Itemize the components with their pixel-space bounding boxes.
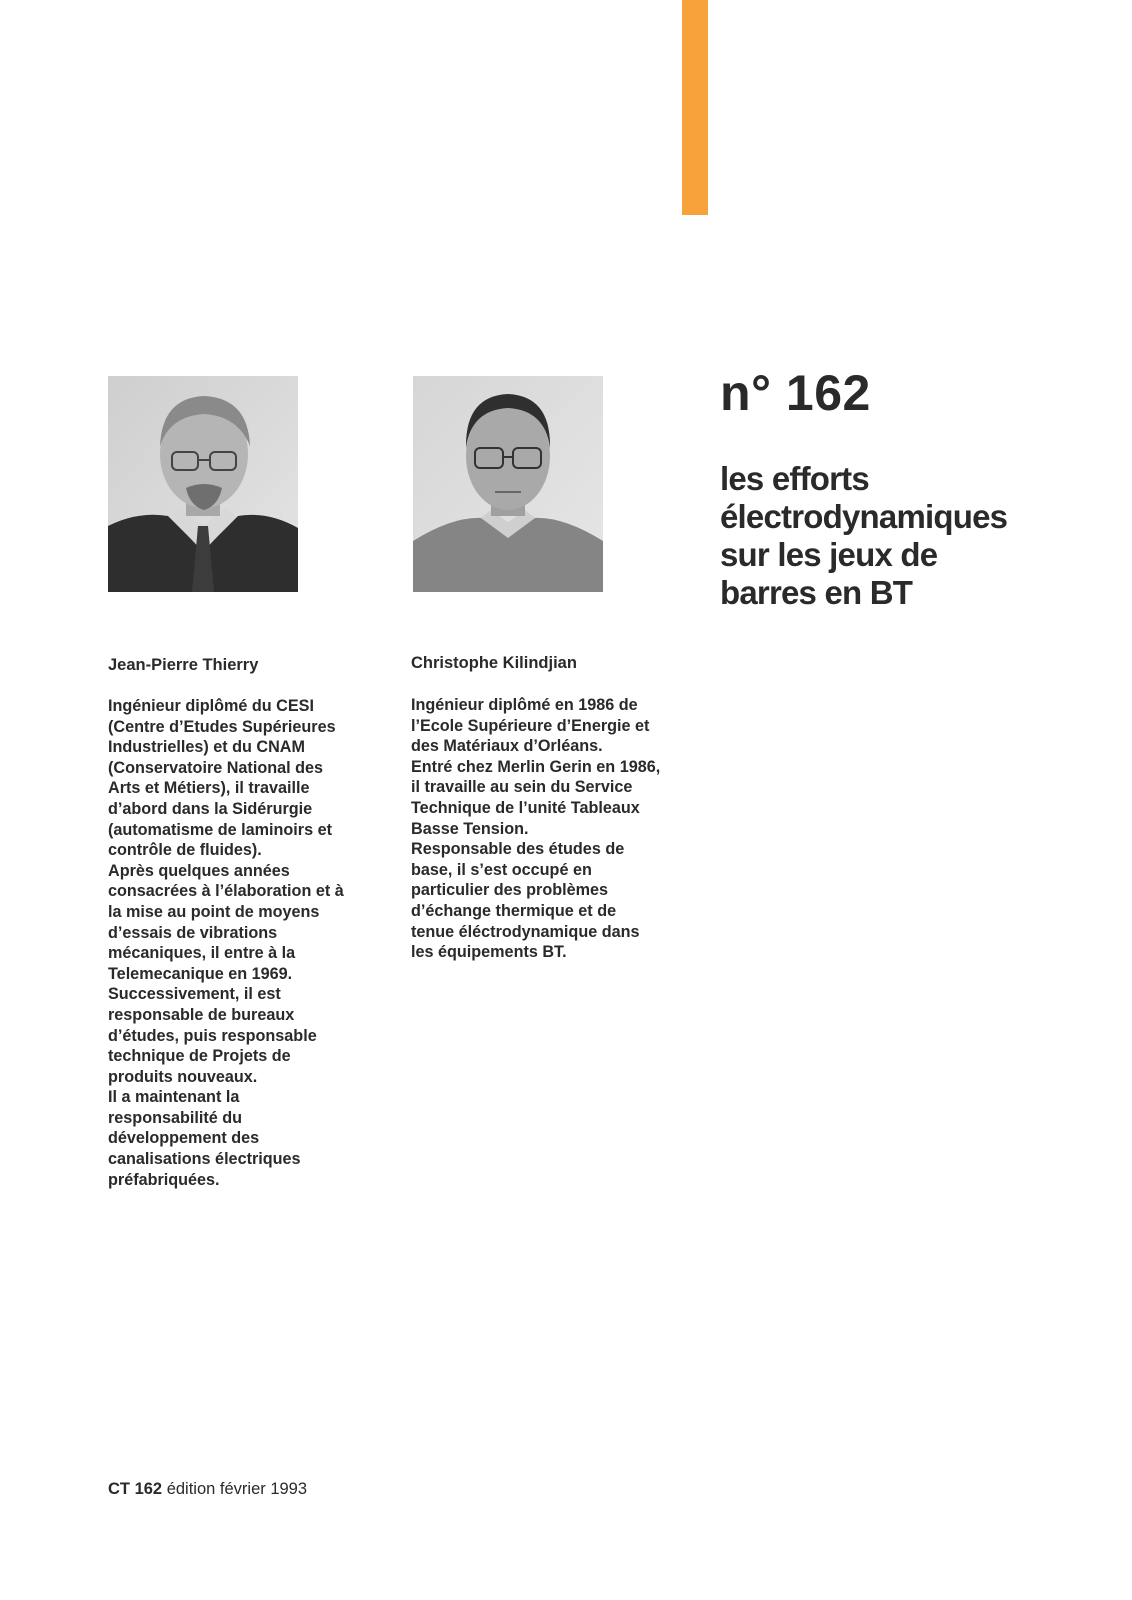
author-bio-1 [108, 696, 378, 1190]
bio-line: préfabriquées. [108, 1170, 220, 1189]
bio-line: d’études, puis responsable [108, 1026, 317, 1045]
bio-line: Ingénieur diplômé du CESI [108, 697, 314, 715]
author-name-2: Christophe Kilindjian [411, 654, 577, 672]
bio-line: responsable de bureaux [108, 1005, 295, 1024]
bio-line: tenue éléctrodynamique dans [411, 922, 640, 941]
footer-code: CT 162 [108, 1480, 163, 1498]
author-photo-kilindjian [413, 376, 603, 592]
author-bio-2 [411, 695, 691, 963]
bio-line: les équipements BT. [411, 943, 567, 962]
bio-line: (Conservatoire National des [108, 758, 323, 777]
bio-line: des Matériaux d’Orléans. [411, 737, 603, 756]
bio-line: il travaille au sein du Service [411, 778, 633, 797]
bio-line: Il a maintenant la [108, 1088, 240, 1107]
bio-line: Ingénieur diplômé en 1986 de [411, 696, 638, 714]
bio-line: consacrées à l’élaboration et à [108, 882, 344, 901]
portrait-image [413, 376, 603, 592]
bio-line: développement des [108, 1129, 260, 1148]
bio-line: particulier des problèmes [411, 881, 609, 900]
portrait-image [108, 376, 298, 592]
bio-line: Successivement, il est [108, 985, 281, 1004]
bio-line: Responsable des études de [411, 840, 625, 859]
title-line: électrodynamiques [720, 498, 1008, 535]
author-name-1: Jean-Pierre Thierry [108, 656, 259, 674]
bio-line: Industrielles) et du CNAM [108, 738, 305, 757]
bio-line: Entré chez Merlin Gerin en 1986, [411, 757, 661, 776]
bio-line: Technique de l’unité Tableaux [411, 798, 640, 817]
bio-line: d’abord dans la Sidérurgie [108, 799, 313, 818]
bio-line: mécaniques, il entre à la [108, 944, 296, 963]
bio-line: produits nouveaux. [108, 1067, 258, 1086]
bio-line: (automatisme de laminoirs et [108, 820, 332, 839]
document-number: n° 162 [720, 365, 871, 421]
author-photo-thierry [108, 376, 298, 592]
bio-line: Arts et Métiers), il travaille [108, 779, 310, 798]
bio-line: la mise au point de moyens [108, 902, 320, 921]
edition-footer [108, 1480, 307, 1499]
bio-line: canalisations électriques [108, 1150, 301, 1169]
bio-line: base, il s’est occupé en [411, 860, 592, 879]
title-line: barres en BT [720, 574, 913, 611]
title-line: les efforts [720, 460, 869, 497]
bio-line: d’essais de vibrations [108, 923, 278, 942]
bio-line: d’échange thermique et de [411, 901, 617, 920]
accent-bar [682, 0, 708, 215]
bio-line: Après quelques années [108, 861, 290, 880]
bio-line: Basse Tension. [411, 819, 529, 838]
bio-line: Telemecanique en 1969. [108, 964, 293, 983]
bio-line: contrôle de fluides). [108, 841, 262, 860]
title-line: sur les jeux de [720, 536, 938, 573]
document-title [720, 460, 1120, 612]
bio-line: responsabilité du [108, 1108, 243, 1127]
bio-line: technique de Projets de [108, 1047, 291, 1066]
bio-line: (Centre d’Etudes Supérieures [108, 717, 336, 736]
footer-edition: édition février 1993 [162, 1480, 308, 1498]
bio-line: l’Ecole Supérieure d’Energie et [411, 716, 650, 735]
